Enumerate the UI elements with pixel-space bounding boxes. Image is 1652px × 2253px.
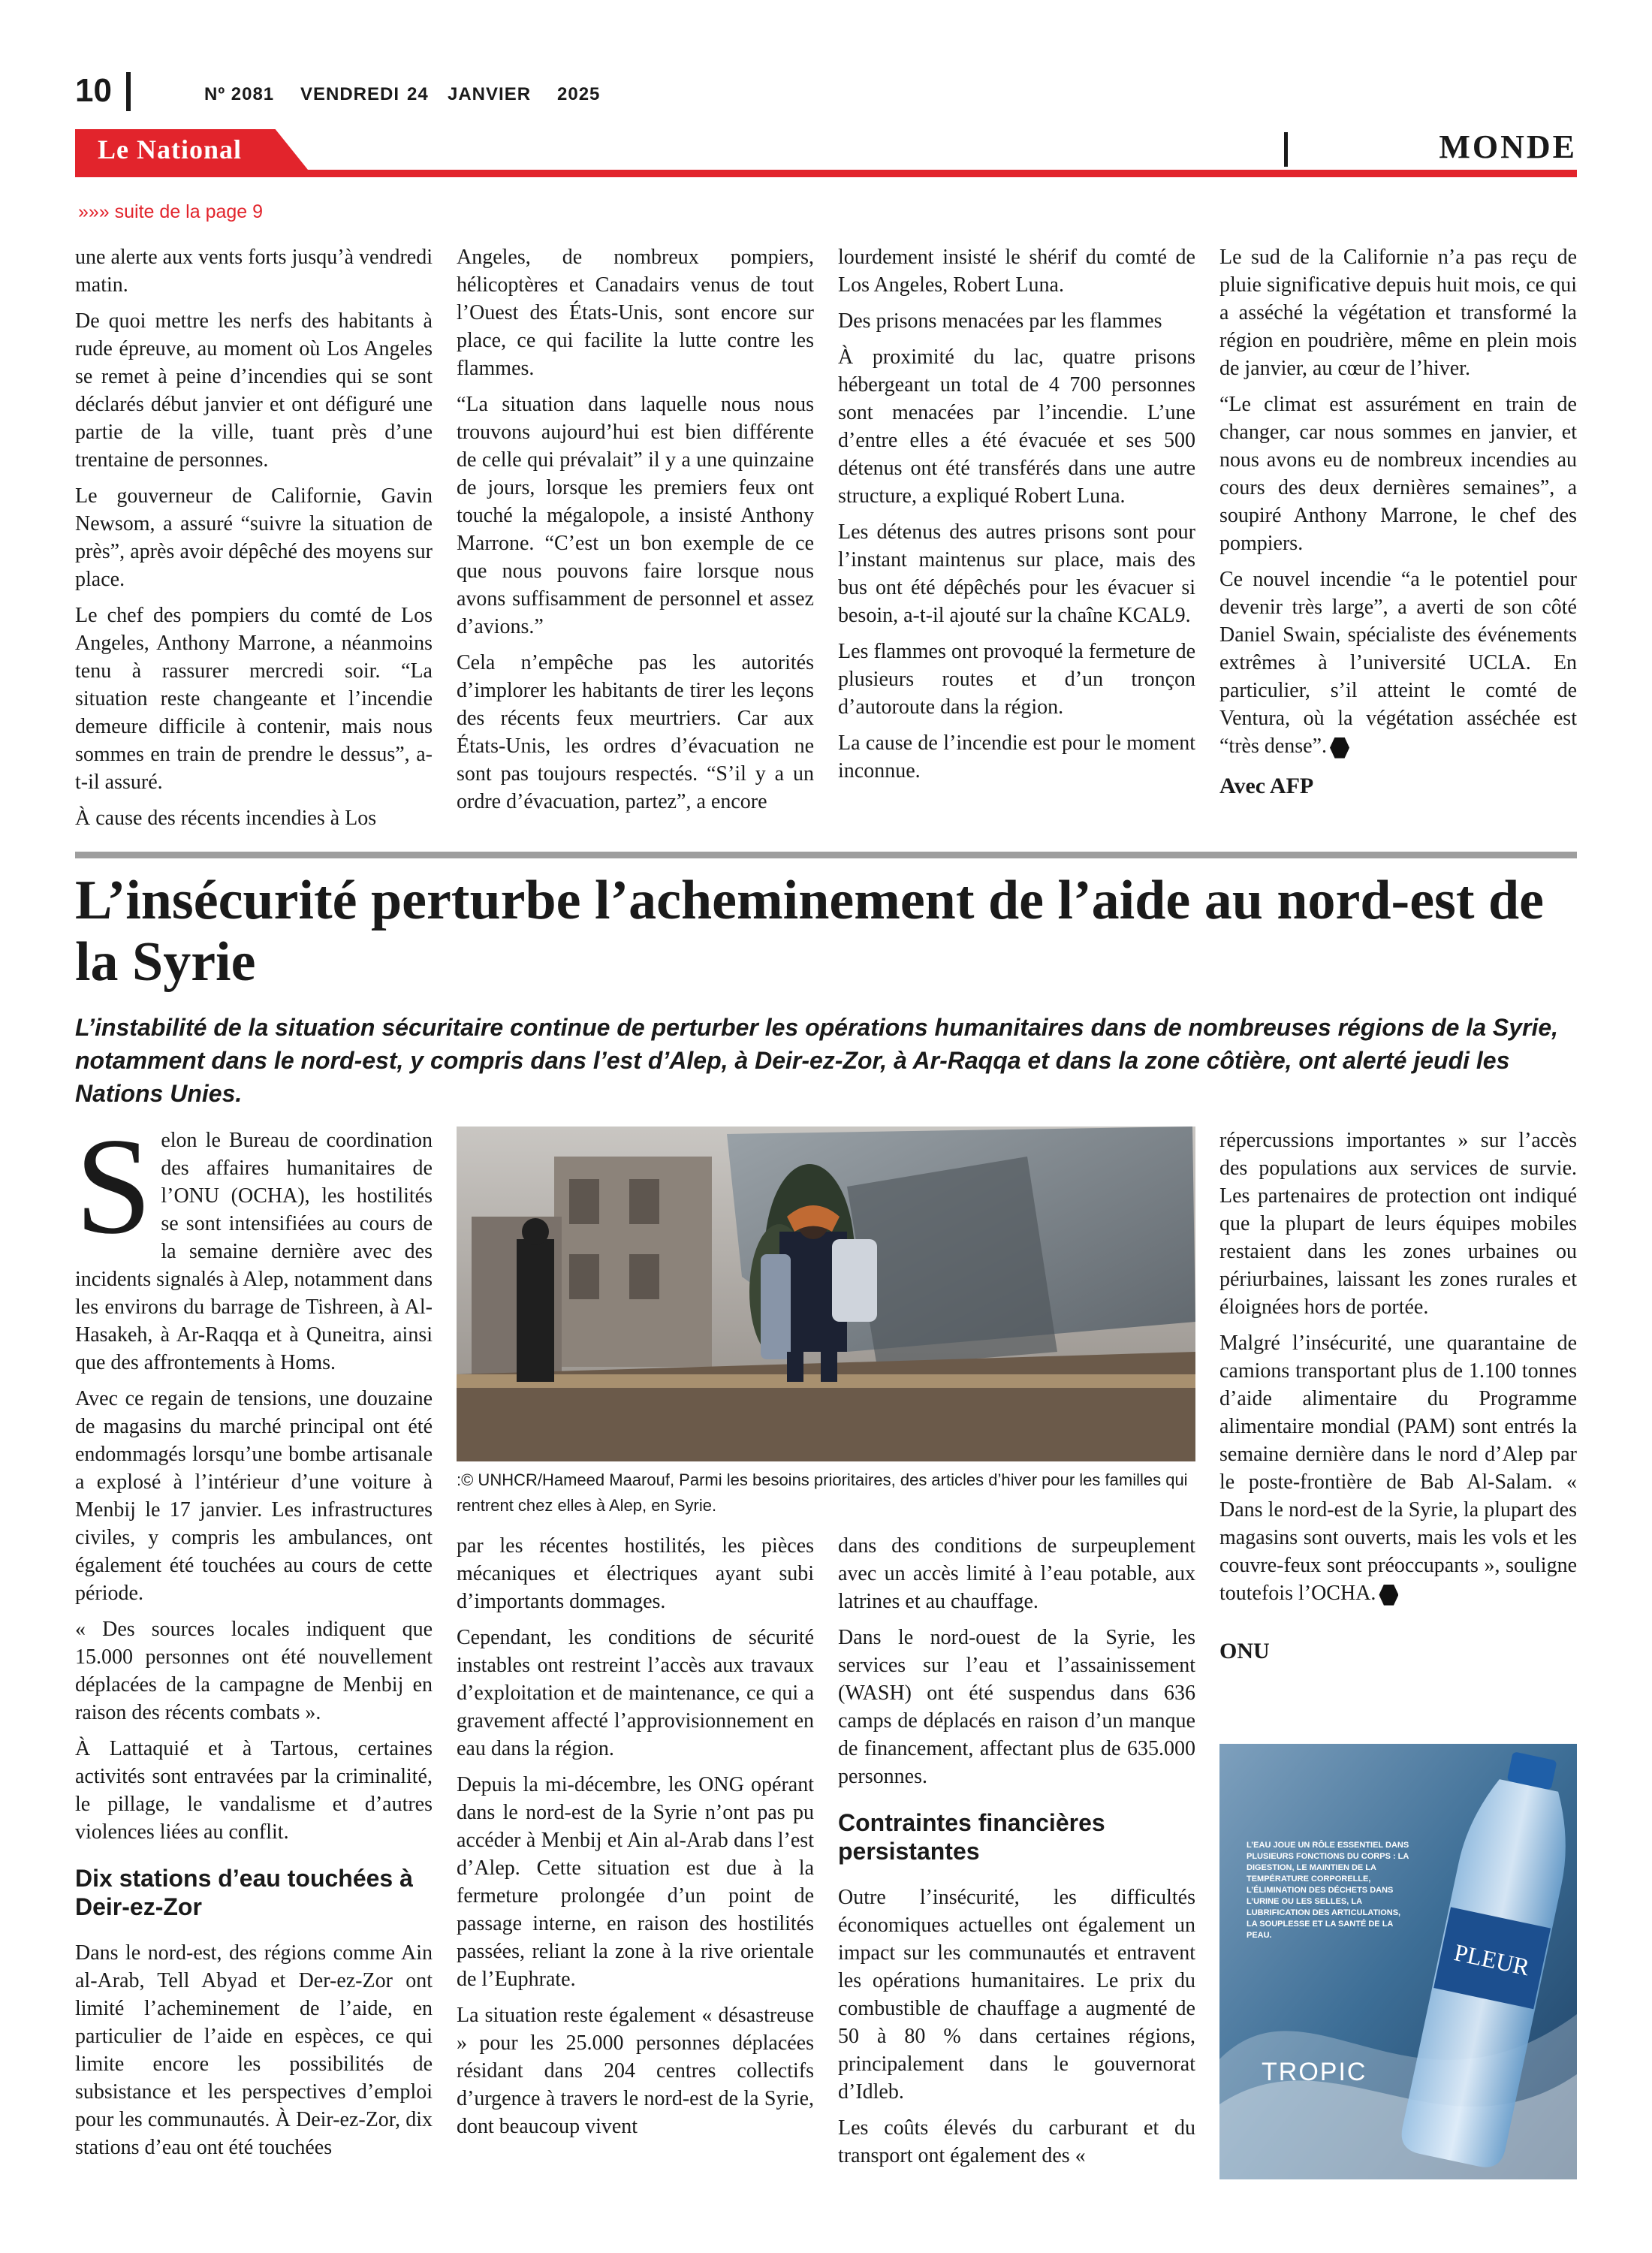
paragraph: Outre l’insécurité, les difficultés économiques actuelles ont également un impact sur les communautés et entravent les opérations humanitaires. Le prix du combustible de chauffage a augmenté de 50 à 80 % dans certaines régions, principalement dans le gouvernorat d’Idleb. bbox=[838, 1886, 1195, 2104]
paragraph: Dans le nord-ouest de la Syrie, les services sur l’eau et l’assainissement (WASH) ont été suspendus dans 636 camps de déplacés en raison d’un manque de financement, affectant plus de 635.000 personnes. bbox=[838, 1626, 1195, 1788]
prev-article-col-2 bbox=[457, 243, 814, 824]
paragraph: « Des sources locales indiquent que 15.000 personnes ont été nouvellement déplacées de la campagne de Menbij en raison des récents combats ». bbox=[75, 1618, 433, 1724]
paragraph: Depuis la mi-décembre, les ONG opérant dans le nord-est de la Syrie n’ont pas pu accéder à Menbij et Ain al-Arab dans l’est d’Alep. Cette situation est due à la fermeture prolongée d’un point de passage interne, en raison des hostilités passées, reliant la zone à la rive orientale de l’Euphrate. bbox=[457, 1773, 814, 1991]
paragraph: une alerte aux vents forts jusqu’à vendredi matin. bbox=[75, 246, 433, 297]
prev-article-subhead: Des prisons menacées par les flammes bbox=[838, 309, 1162, 333]
issue-number: Nº 2081 bbox=[204, 84, 275, 104]
paragraph: “La situation dans laquelle nous nous trouvons aujourd’hui est bien différente de celle qui prévalait” il y a une quinzaine de jours, lorsque les premiers feux ont touché la mégalopole, a insisté Anthony Marrone. “C’est un bon exemple de ce que nous pouvons faire lorsque nous avons suffisamment de personnel et assez d’avions.” bbox=[457, 393, 814, 638]
paragraph: Dans le nord-est, des régions comme Ain al-Arab, Tell Abyad et Der-ez-Zor ont limité l’acheminement de l’aide, en particulier de l’aide en espèces, ce qui limite encore les possibilités de subsistance et les perspectives d’emploi pour les communautés. À Deir-ez-Zor, dix stations d’eau ont été touchées bbox=[75, 1941, 433, 2159]
issue-day: VENDREDI bbox=[300, 84, 400, 104]
article-photo bbox=[457, 1126, 1195, 1461]
paragraph: Les flammes ont provoqué la fermeture de plusieurs routes et d’un tronçon d’autoroute dans la région. bbox=[838, 640, 1195, 719]
issue-month: JANVIER bbox=[448, 84, 532, 104]
article-col-2 bbox=[457, 1532, 814, 2149]
paragraph: répercussions importantes » sur l’accès des populations aux services de survie. Les partenaires de protection ont indiqué que la plupart de leurs équipes mobiles restaient dans les zones urbaines ou périurbaines, laissant les zones rurales et éloignées hors de portée. bbox=[1219, 1129, 1577, 1319]
article-col-1 bbox=[75, 1109, 433, 2170]
paragraph: De quoi mettre les nerfs des habitants à rude épreuve, au moment où Los Angeles se remet à peine d’incendies qui se sont déclarés début janvier et ont défiguré une partie de la ville, tuant près d’une trentaine de personnes. bbox=[75, 309, 433, 472]
article-separator bbox=[75, 852, 1577, 858]
ad-bottle-label: PLEUR bbox=[1452, 1938, 1533, 1981]
prev-article-signature: Avec AFP bbox=[1219, 774, 1314, 798]
ad-image bbox=[1219, 1744, 1577, 2179]
paragraph-text: elon le Bureau de coordination des affaires humanitaires de l’ONU (OCHA), les hostilités se sont intensifiées au cours de la semaine dernière avec des incidents signalés à Alep, notamment dans les environs du barrage de Tishreen, à Al-Hasakeh, à Ar-Raqqa et à Quneitra, ainsi que des affrontements à Homs. bbox=[75, 1129, 433, 1374]
paragraph: Avec ce regain de tensions, une douzaine de magasins du marché principal ont été endommagés lorsqu’une bombe artisanale a explosé à l’intérieur d’une voiture à Menbij le 17 janvier. Les infrastructures civiles, y compris les ambulances, ont également été touchées au cours de cette période. bbox=[75, 1387, 433, 1605]
paragraph bbox=[75, 1109, 433, 1377]
prev-article-col-4 bbox=[1219, 243, 1577, 808]
article-col-4 bbox=[1219, 1126, 1577, 1673]
header-rule bbox=[75, 170, 1577, 177]
paragraph: Le gouverneur de Californie, Gavin Newsom, a assuré “suivre la situation de près”, après avoir dépêché des moyens sur place. bbox=[75, 484, 433, 591]
photo-image bbox=[457, 1126, 1195, 1461]
ad-logo: TROPIC bbox=[1262, 2058, 1367, 2086]
paragraph-text: Ce nouvel incendie “a le potentiel pour devenir très large”, a averti de son côté Daniel Swain, spécialiste des événements extrêmes à l’université UCLA. En particulier, s’il atteint le comté de Ventura, où la végétation asséchée est “très dense”. bbox=[1219, 568, 1577, 758]
issue-year: 2025 bbox=[557, 84, 601, 104]
issue-date: 24 bbox=[407, 84, 429, 104]
paragraph: Cependant, les conditions de sécurité instables ont restreint l’accès aux travaux d’exploitation et de maintenance, ce qui a gravement affecté l’approvisionnement en eau dans la région. bbox=[457, 1626, 814, 1760]
paragraph: “Le climat est assurément en train de changer, car nous sommes en janvier, et nous avons eu de nombreux incendies au cours des deux dernières semaines”, a soupiré Anthony Marrone, le chef des pompiers. bbox=[1219, 393, 1577, 555]
section-title: MONDE bbox=[1439, 128, 1577, 165]
paragraph: Cela n’empêche pas les autorités d’implorer les habitants de tirer les leçons des récents feux meurtriers. Car aux États-Unis, les ordres d’évacuation ne sont pas toujours respectés. “S’il y a un ordre d’évacuation, partez”, a encore bbox=[457, 651, 814, 813]
article-headline: L’insécurité perturbe l’acheminement de l’aide au nord-est de la Syrie bbox=[75, 870, 1544, 993]
paragraph: Le sud de la Californie n’a pas reçu de pluie significative depuis huit mois, ce qui a asséché la végétation et transformé la région en poudrière, même en plein mois de janvier, au cœur de l’hiver. bbox=[1219, 246, 1577, 380]
section-divider bbox=[1284, 132, 1288, 167]
end-mark-icon bbox=[1330, 737, 1349, 759]
paragraph bbox=[1219, 1329, 1577, 1607]
photo-caption: :© UNHCR/Hameed Maarouf, Parmi les besoins prioritaires, des articles d’hiver pour les familles qui rentrent chez elles à Alep, en Syrie. bbox=[457, 1470, 1188, 1515]
article-subhead: Dix stations d’eau touchées à Deir-ez-Zor bbox=[75, 1865, 413, 1920]
prev-article-col-1 bbox=[75, 243, 433, 840]
paragraph: À proximité du lac, quatre prisons hébergeant un total de 4 700 personnes sont menacées par l’incendie. L’une d’entre elles a été évacuée et ses 500 détenus ont été transférés dans une autre structure, a expliqué Robert Luna. bbox=[838, 345, 1195, 508]
paragraph bbox=[1219, 566, 1577, 760]
advertisement[interactable] bbox=[1219, 1744, 1577, 2179]
article-signature: ONU bbox=[1219, 1639, 1270, 1663]
page-number: 10 bbox=[75, 72, 112, 109]
continued-from: »»» suite de la page 9 bbox=[78, 201, 264, 222]
prev-article-col-3 bbox=[838, 243, 1195, 793]
page-number-divider bbox=[126, 72, 131, 111]
article-col-3 bbox=[838, 1532, 1195, 2178]
paragraph: lourdement insisté le shérif du comté de Los Angeles, Robert Luna. bbox=[838, 246, 1195, 297]
ad-copy: L’EAU JOUE UN RÔLE ESSENTIEL DANS PLUSIEURS FONCTIONS DU CORPS : LA DIGESTION, LE MAINTIEN DE LA TEMPÉRATURE CORPORELLE, L’ÉLIMINATION DES DÉCHETS DANS L’URINE OU LES SELLES, LA LUBRIFICATION DES ARTICULATIONS, LA SOUPLESSE ET LA SANTÉ DE LA PEAU. bbox=[1247, 1841, 1409, 1940]
paragraph: La cause de l’incendie est pour le moment inconnue. bbox=[838, 731, 1195, 783]
paragraph: Le chef des pompiers du comté de Los Angeles, Anthony Marrone, a néanmoins tenu à rassurer mercredi soir. “La situation reste changeante et l’incendie demeure difficile à contenir, mais nous sommes en train de prendre le dessus”, a-t-il assuré. bbox=[75, 604, 433, 794]
paragraph-text: Malgré l’insécurité, une quarantaine de camions transportant plus de 1.100 tonnes d’aide alimentaire du Programme alimentaire mondial (PAM) sont entrés la semaine dernière dans le nord d’Alep par le poste-frontière de Bab Al-Salam. « Dans le nord-est de la Syrie, la plupart des magasins sont ouverts, mais les vols et les couvre-feux sont préoccupants », souligne toutefois l’OCHA. bbox=[1219, 1332, 1577, 1605]
paragraph: Les coûts élevés du carburant et du transport ont également des « bbox=[838, 2116, 1195, 2167]
drop-cap: S bbox=[75, 1109, 152, 1262]
paragraph: À Lattaquié et à Tartous, certaines activités sont entravées par la criminalité, le pillage, le vandalisme et d’autres violences liées au conflit. bbox=[75, 1737, 433, 1844]
paragraph: par les récentes hostilités, les pièces mécaniques et électriques ayant subi d’importants dommages. bbox=[457, 1534, 814, 1613]
brand-logo: Le National bbox=[98, 134, 243, 164]
paragraph: La situation reste également « désastreuse » pour les 25.000 personnes déplacées résidant dans 204 centres collectifs d’urgence à travers le nord-est de la Syrie, dont beaucoup vivent bbox=[457, 2004, 814, 2138]
end-mark-icon bbox=[1379, 1585, 1398, 1606]
paragraph: Angeles, de nombreux pompiers, hélicoptères et Canadairs venus de tout l’Ouest des États-Unis, sont encore sur place, ce qui facilite la lutte contre les flammes. bbox=[457, 246, 814, 380]
paragraph: Les détenus des autres prisons sont pour l’instant maintenus sur place, mais des bus ont été dépêchés pour les évacuer si besoin, a-t-il ajouté sur la chaîne KCAL9. bbox=[838, 520, 1195, 627]
paragraph: À cause des récents incendies à Los bbox=[75, 807, 377, 830]
article-standfirst: L’instabilité de la situation sécuritaire continue de perturber les opérations humanitaires dans de nombreuses régions de la Syrie, notamment dans le nord-est, y compris dans l’est d’Alep, à Deir-ez-Zor, à Ar-Raqqa et dans la zone côtière, ont alerté jeudi les Nations Unies. bbox=[75, 1014, 1559, 1107]
paragraph: dans des conditions de surpeuplement avec un accès limité à l’eau potable, aux latrines et au chauffage. bbox=[838, 1534, 1195, 1613]
article-subhead: Contraintes financières persistantes bbox=[838, 1809, 1105, 1865]
